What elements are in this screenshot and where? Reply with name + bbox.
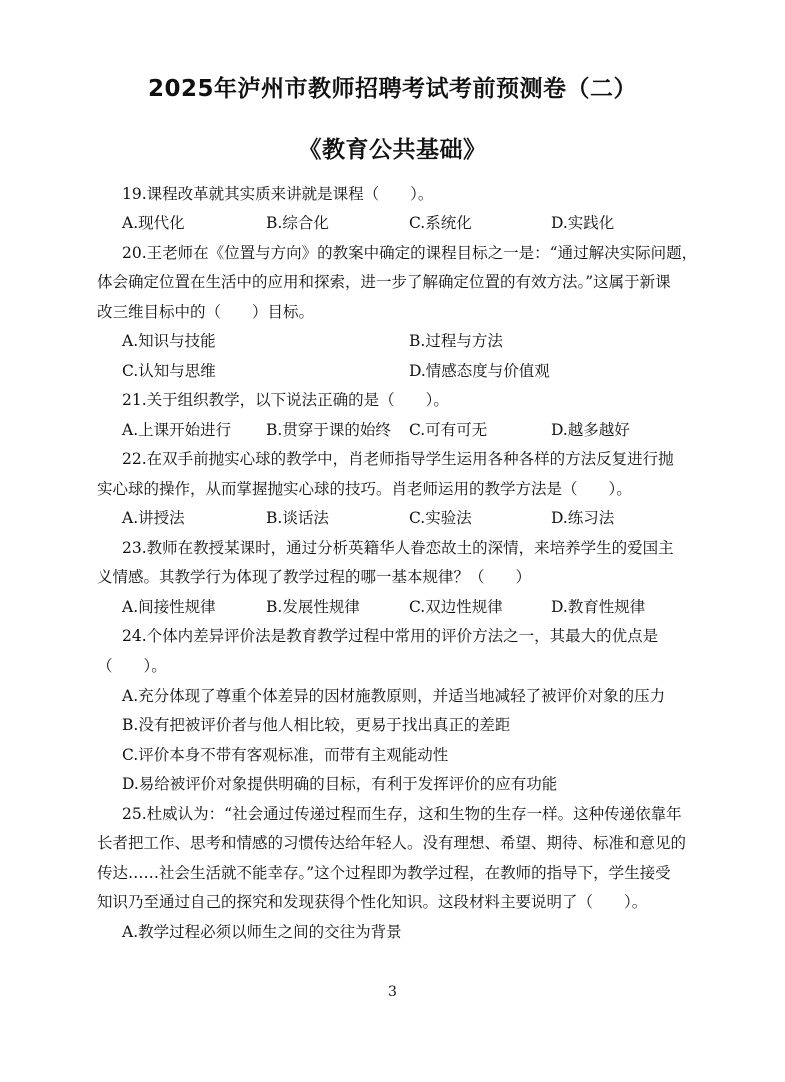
question-20-option-a: A.知识与技能 — [122, 332, 216, 350]
question-22-stem-line-2: 实心球的操作，从而掌握抛实心球的技巧。肖老师运用的教学方法是（ ）。 — [97, 480, 632, 498]
question-24-option-b: B.没有把被评价者与他人相比较，更易于找出真正的差距 — [122, 716, 511, 734]
question-20-stem-line-1: 20.王老师在《位置与方向》的教案中确定的课程目标之一是：“通过解决实际问题， — [122, 244, 698, 262]
question-21-option-b: B.贯穿于课的始终 — [266, 421, 391, 439]
question-20-option-b: B.过程与方法 — [409, 332, 503, 350]
question-20-stem-line-3: 改三维目标中的（ ）目标。 — [97, 303, 315, 321]
question-25-stem-line-2: 长者把工作、思考和情感的习惯传达给年轻人。没有理想、希望、期待、标准和意见的 — [97, 834, 687, 852]
question-24-option-c: C.评价本身不带有客观标准，而带有主观能动性 — [122, 746, 449, 764]
question-22-stem-line-1: 22.在双手前抛实心球的教学中，肖老师指导学生运用各种各样的方法反复进行抛 — [122, 450, 674, 468]
question-21-option-a: A.上课开始进行 — [122, 421, 232, 439]
question-24-option-d: D.易给被评价对象提供明确的目标，有利于发挥评价的应有功能 — [122, 775, 558, 793]
question-19-option-b: B.综合化 — [266, 214, 329, 232]
question-21-stem: 21.关于组织教学，以下说法正确的是（ ）。 — [122, 391, 449, 409]
question-22-option-d: D.练习法 — [551, 509, 615, 527]
page-subtitle: 《教育公共基础》 — [298, 137, 487, 163]
question-22-option-c: C.实验法 — [409, 509, 472, 527]
page-number: 3 — [388, 984, 397, 1000]
question-24-stem-line-2: （ ）。 — [97, 657, 167, 675]
question-21-option-c: C.可有可无 — [409, 421, 488, 439]
question-23-option-d: D.教育性规律 — [551, 598, 646, 616]
question-25-stem-line-1: 25.杜威认为：“社会通过传递过程而生存，这和生物的生存一样。这种传递依靠年 — [122, 805, 682, 823]
question-24-option-a: A.充分体现了尊重个体差异的因材施教原则，并适当地减轻了被评价对象的压力 — [122, 687, 666, 705]
question-25-option-a: A.教学过程必须以师生之间的交往为背景 — [122, 923, 402, 941]
question-23-option-a: A.间接性规律 — [122, 598, 216, 616]
question-24-stem-line-1: 24.个体内差异评价法是教育教学过程中常用的评价方法之一，其最大的优点是 — [122, 627, 659, 645]
question-23-option-c: C.双边性规律 — [409, 598, 503, 616]
question-25-stem-line-4: 知识乃至通过自己的探究和发现获得个性化知识。这段材料主要说明了（ ）。 — [97, 893, 648, 911]
question-19-option-c: C.系统化 — [409, 214, 472, 232]
question-19-stem: 19.课程改革就其实质来讲就是课程（ ）。 — [122, 185, 434, 203]
question-22-option-a: A.讲授法 — [122, 509, 185, 527]
question-23-option-b: B.发展性规律 — [266, 598, 360, 616]
question-21-option-d: D.越多越好 — [551, 421, 630, 439]
question-20-option-c: C.认知与思维 — [122, 362, 216, 380]
question-20-stem-line-2: 体会确定位置在生活中的应用和探索，进一步了解确定位置的有效方法。”这属于新课 — [97, 273, 671, 291]
question-19-option-a: A.现代化 — [122, 214, 185, 232]
question-25-stem-line-3: 传达……社会生活就不能幸存。”这个过程即为教学过程，在教师的指导下，学生接受 — [97, 864, 671, 882]
question-23-stem-line-2: 义情感。其教学行为体现了教学过程的哪一基本规律？（ ） — [97, 568, 532, 586]
question-23-stem-line-1: 23.教师在教授某课时，通过分析英籍华人眷恋故土的深情，来培养学生的爱国主 — [122, 539, 674, 557]
question-22-option-b: B.谈话法 — [266, 509, 329, 527]
page-title: 2025年泸州市教师招聘考试考前预测卷（二） — [147, 76, 637, 102]
question-20-option-d: D.情感态度与价值观 — [409, 362, 550, 380]
question-19-option-d: D.实践化 — [551, 214, 615, 232]
